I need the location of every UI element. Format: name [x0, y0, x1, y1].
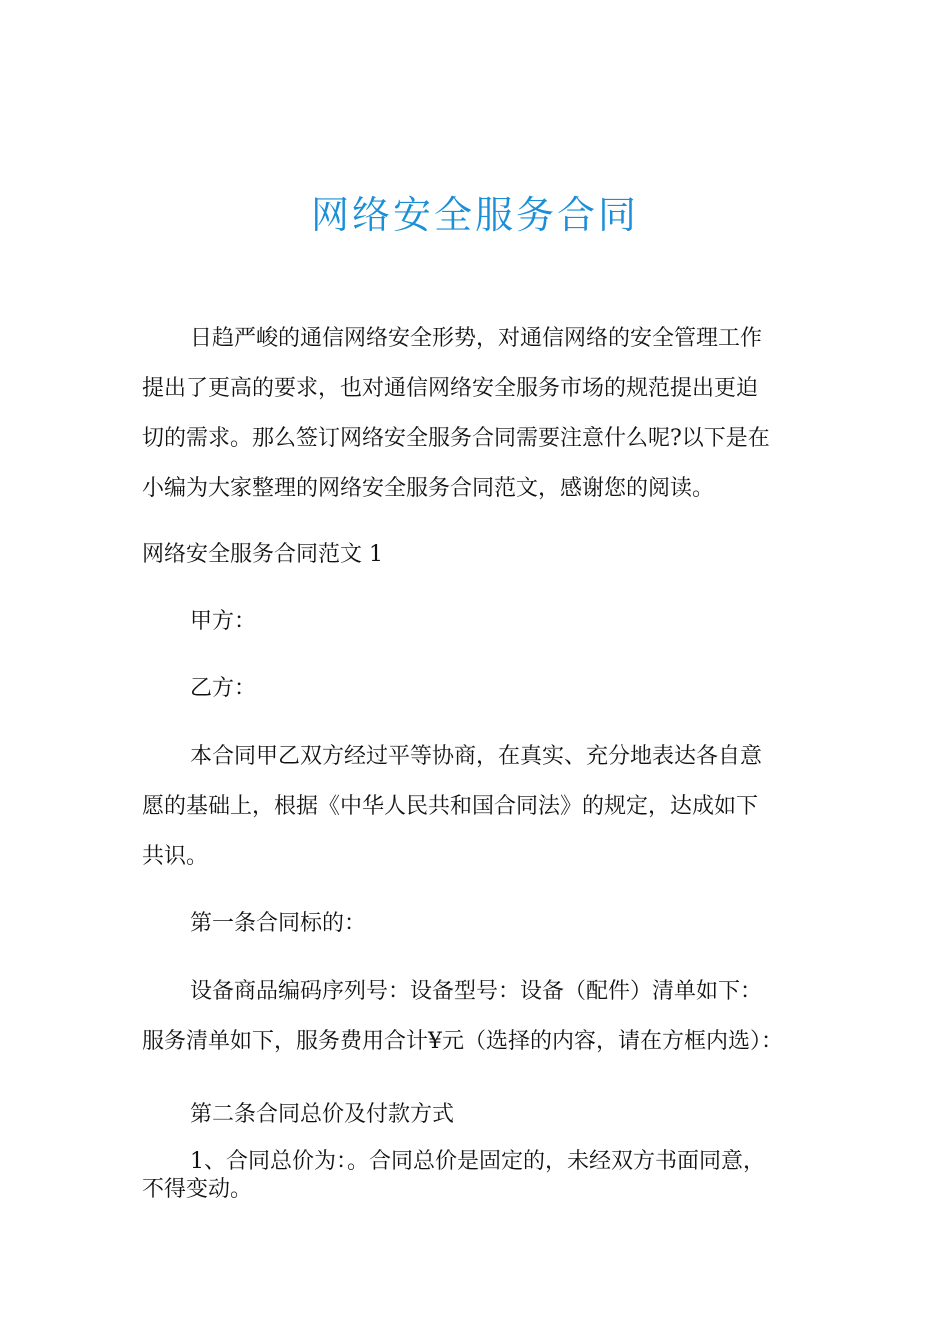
party-a-line — [142, 597, 832, 647]
document-title: 网络安全服务合同 — [310, 193, 639, 237]
intro-paragraph — [142, 314, 832, 514]
agreement-paragraph — [142, 732, 832, 882]
article2-paragraph — [142, 1148, 832, 1204]
article2-line: 不得变动。 — [142, 1177, 253, 1202]
party-b-label: 乙方： — [190, 676, 257, 701]
agreement-line: 本合同甲乙双方经过平等协商，在真实、充分地表达各自意 — [190, 744, 763, 769]
agreement-line: 愿的基础上，根据《中华人民共和国合同法》的规定，达成如下 — [142, 794, 759, 819]
article1-line: 设备商品编码序列号：设备型号：设备（配件）清单如下： — [190, 979, 763, 1004]
intro-line: 切的需求。那么签订网络安全服务合同需要注意什么呢?以下是在 — [142, 426, 770, 451]
intro-line: 小编为大家整理的网络安全服务合同范文，感谢您的阅读。 — [142, 476, 715, 501]
intro-line: 提出了更高的要求，也对通信网络安全服务市场的规范提出更迫 — [142, 376, 759, 401]
article1-paragraph — [142, 967, 832, 1067]
section-heading — [142, 530, 832, 580]
agreement-line: 共识。 — [142, 844, 209, 869]
article2-heading — [142, 1090, 832, 1140]
article2-line: 1、合同总价为：。合同总价是固定的，未经双方书面同意， — [190, 1149, 765, 1174]
article1-line: 服务清单如下，服务费用合计¥元（选择的内容，请在方框内选）： — [142, 1029, 783, 1054]
section-heading-text: 网络安全服务合同范文 1 — [142, 542, 383, 567]
article1-heading — [142, 899, 832, 949]
party-b-line — [142, 664, 832, 714]
intro-line: 日趋严峻的通信网络安全形势，对通信网络的安全管理工作 — [190, 326, 763, 351]
article1-heading-text: 第一条合同标的： — [190, 911, 367, 936]
party-a-label: 甲方： — [190, 609, 257, 634]
article2-heading-text: 第二条合同总价及付款方式 — [190, 1102, 455, 1127]
